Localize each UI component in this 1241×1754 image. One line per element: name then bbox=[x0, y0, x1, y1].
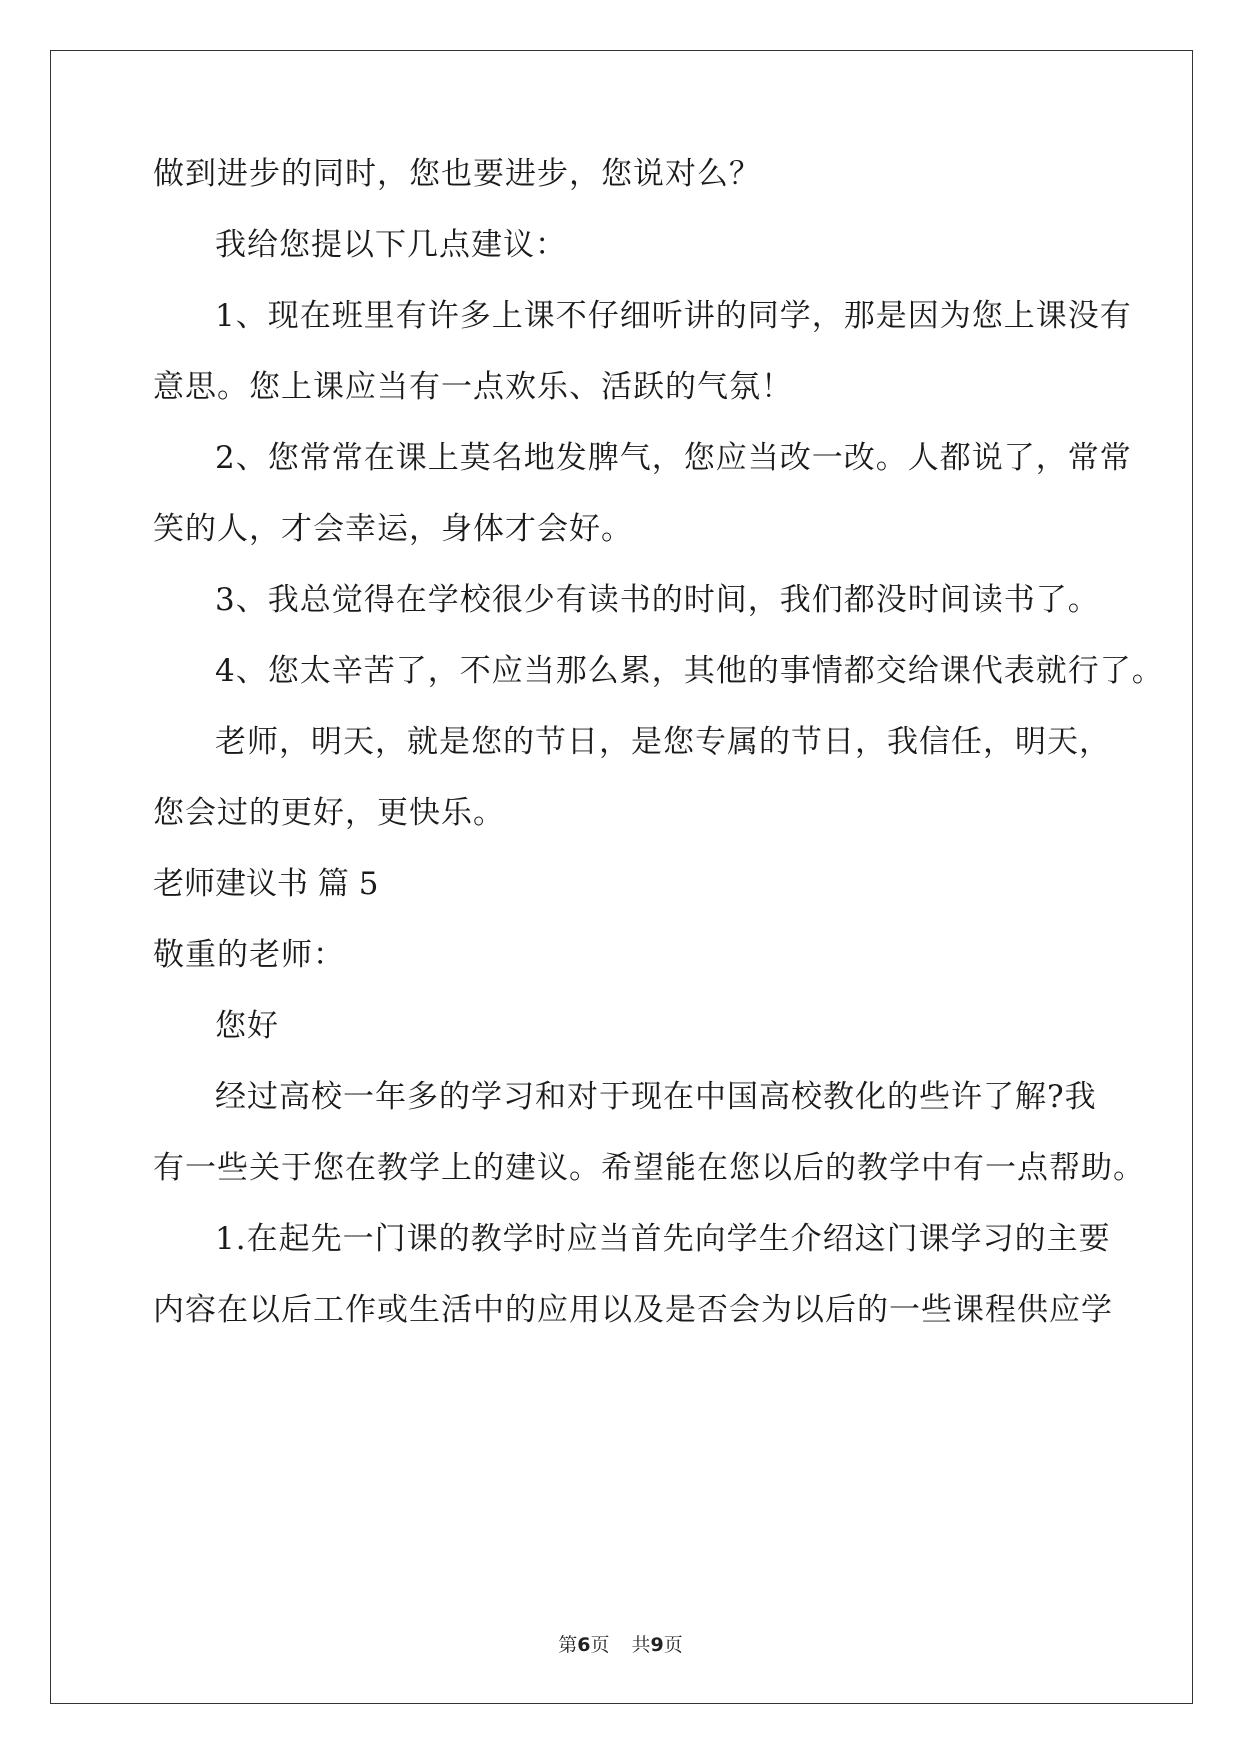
current-page-number: 6 bbox=[577, 1634, 591, 1656]
footer-total-prefix: 共 bbox=[631, 1634, 651, 1656]
paragraph-line: 老师，明天，就是您的节日，是您专属的节日，我信任，明天， bbox=[215, 724, 1111, 760]
paragraph-line: 内容在以后工作或生活中的应用以及是否会为以后的一些课程供应学 bbox=[153, 1292, 1113, 1328]
greeting: 您好 bbox=[215, 1008, 279, 1044]
paragraph-line: 1、现在班里有许多上课不仔细听讲的同学，那是因为您上课没有 bbox=[215, 298, 1132, 334]
total-page-count: 9 bbox=[650, 1634, 664, 1656]
paragraph-line: 1.在起先一门课的教学时应当首先向学生介绍这门课学习的主要 bbox=[215, 1221, 1111, 1257]
paragraph-line: 意思。您上课应当有一点欢乐、活跃的气氛！ bbox=[153, 369, 793, 405]
paragraph-line: 我给您提以下几点建议： bbox=[215, 227, 567, 263]
paragraph-line: 您会过的更好，更快乐。 bbox=[153, 795, 505, 831]
paragraph-line: 做到进步的同时，您也要进步，您说对么？ bbox=[153, 156, 761, 192]
footer-page-unit: 页 bbox=[590, 1634, 610, 1656]
section-heading: 老师建议书 篇 5 bbox=[153, 866, 379, 902]
paragraph-line: 经过高校一年多的学习和对于现在中国高校教化的些许了解?我 bbox=[215, 1079, 1097, 1115]
paragraph-line: 有一些关于您在教学上的建议。希望能在您以后的教学中有一点帮助。 bbox=[153, 1150, 1145, 1186]
paragraph-line: 3、我总觉得在学校很少有读书的时间，我们都没时间读书了。 bbox=[215, 582, 1100, 618]
page-number-footer bbox=[0, 1630, 1241, 1657]
salutation: 敬重的老师： bbox=[153, 937, 345, 973]
paragraph-line: 4、您太辛苦了，不应当那么累，其他的事情都交给课代表就行了。 bbox=[215, 653, 1164, 689]
footer-prefix: 第 bbox=[558, 1634, 578, 1656]
paragraph-line: 2、您常常在课上莫名地发脾气，您应当改一改。人都说了，常常 bbox=[215, 440, 1132, 476]
footer-total-unit: 页 bbox=[663, 1634, 683, 1656]
paragraph-line: 笑的人，才会幸运，身体才会好。 bbox=[153, 511, 633, 547]
